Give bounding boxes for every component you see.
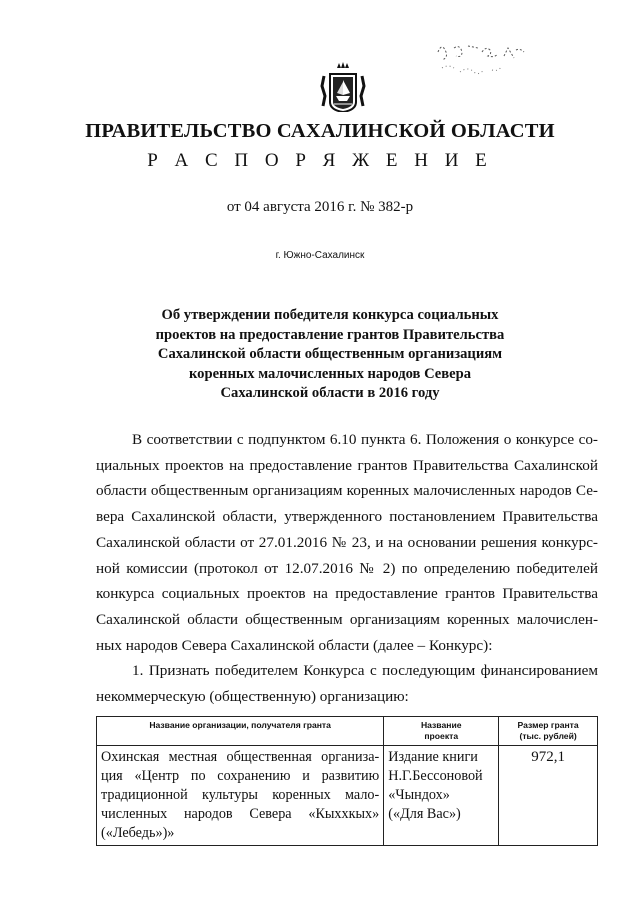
- org-line: ция «Центр по сохранению и развитию: [101, 768, 380, 784]
- subject-line: проектов на предоставление грантов Правительства: [155, 326, 505, 343]
- preamble-line: циальных проектов на предоставление грантов Правительства Сахалинской: [96, 456, 598, 474]
- org-line: традиционной культуры коренных мало-: [101, 787, 380, 803]
- preamble-line: области общественным организациям коренных малочисленных народов Се-: [96, 482, 598, 500]
- preamble-line: вера Сахалинской области, утвержденного постановлением Правительства: [96, 508, 598, 526]
- project-line: Издание книги: [388, 749, 478, 765]
- cell-project: [384, 746, 499, 846]
- preamble-line: Сахалинской области от 27.01.2016 № 23, и на основании решения конкурс-: [96, 533, 598, 551]
- document-city: г. Южно-Сахалинск: [275, 250, 365, 261]
- header-org: Название организации, получателя гранта: [97, 717, 384, 746]
- item1-line: 1. Признать победителем Конкурса с последующим финансированием: [132, 662, 598, 680]
- header-amount: Размер гранта (тыс. рублей): [499, 717, 598, 746]
- government-title: ПРАВИТЕЛЬСТВО САХАЛИНСКОЙ ОБЛАСТИ: [85, 120, 555, 142]
- document-subject: [110, 306, 550, 404]
- project-line: «Чындох»: [388, 787, 450, 803]
- subject-line: Об утверждении победителя конкурса социальных: [161, 307, 499, 323]
- table-header-row: [97, 717, 598, 746]
- cell-amount: 972,1: [499, 746, 598, 846]
- sakhalin-coat-of-arms-icon: [320, 62, 366, 112]
- preamble-line: Сахалинской области общественным организациям коренных малочислен-: [96, 610, 598, 628]
- cell-org: [97, 746, 384, 846]
- handwritten-mark-icon: [420, 38, 540, 88]
- org-line: («Лебедь»)»: [101, 825, 175, 841]
- subject-line: Сахалинской области общественным организациям: [157, 346, 503, 362]
- org-line: Охинская местная общественная организа-: [101, 749, 380, 765]
- document-body: [96, 427, 598, 710]
- project-line: Н.Г.Бессоновой: [388, 768, 483, 784]
- preamble-line: ных народов Севера Сахалинской области (далее – Конкурс):: [96, 636, 493, 654]
- subject-line: коренных малочисленных народов Севера: [188, 365, 472, 382]
- project-line: («Для Вас»): [388, 806, 461, 822]
- preamble-line: конкурса социальных проектов на предоставление грантов Правительства: [96, 585, 598, 603]
- preamble-line: В соответствии с подпунктом 6.10 пункта 6. Положения о конкурсе со-: [132, 431, 598, 448]
- org-line: численных народов Севера «Кыххкых»: [101, 806, 380, 822]
- item1-line: некоммерческую (общественную) организацию:: [96, 688, 409, 706]
- header-project: Название проекта: [384, 717, 499, 746]
- document-date-number: от 04 августа 2016 г. № 382-р: [226, 199, 414, 215]
- grant-table: [96, 716, 598, 846]
- table-row: [97, 746, 598, 846]
- subject-line: Сахалинской области в 2016 году: [220, 385, 440, 401]
- document-type: Р А С П О Р Я Ж Е Н И Е: [147, 150, 493, 171]
- preamble-line: ной комиссии (протокол от 12.07.2016 № 2) по определению победителей: [96, 559, 598, 577]
